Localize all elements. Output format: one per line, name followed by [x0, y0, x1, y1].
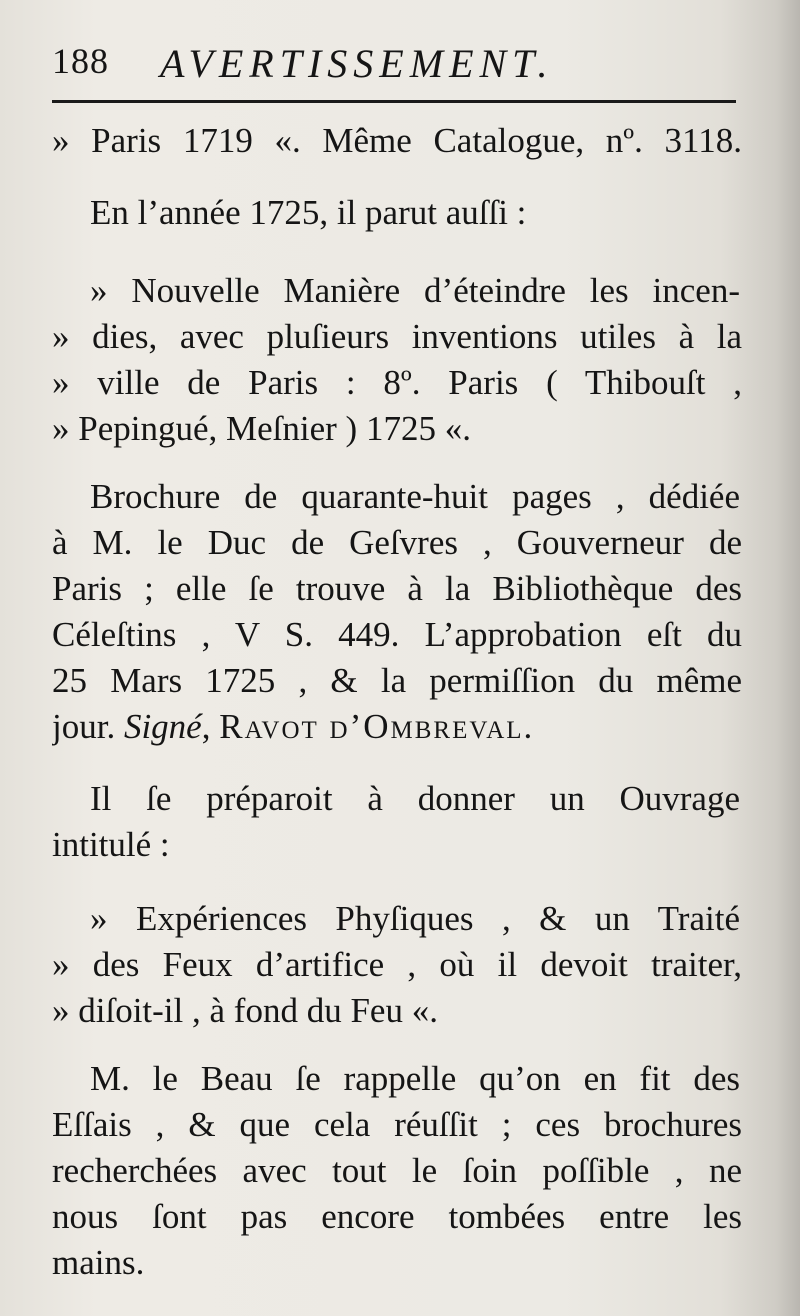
text-line-signature — [52, 704, 742, 750]
text-line: » Expériences Phyſiques , & un Traité — [90, 899, 740, 938]
signe-label: Signé — [123, 707, 202, 746]
text-line: mains. — [52, 1243, 145, 1282]
text-line: Il ſe préparoit à donner un Ouvrage — [90, 779, 740, 818]
text-line: 25 Mars 1725 , & la permiſſion du même — [52, 661, 742, 700]
text-fragment: , — [201, 707, 220, 746]
text-line: recherchées avec tout le ſoin poſſible , ne — [52, 1151, 742, 1190]
text-line: à M. le Duc de Geſvres , Gouverneur de — [52, 523, 742, 562]
text-line: Céleſtins , V S. 449. L’approbation eſt du — [52, 615, 742, 654]
text-line: M. le Beau ſe rappelle qu’on en fit des — [90, 1059, 740, 1098]
text-line: » Nouvelle Manière d’éteindre les incen- — [90, 271, 740, 310]
text-line: Brochure de quarante-huit pages , dédiée — [90, 477, 740, 516]
header-rule — [52, 100, 736, 103]
text-line: Paris ; elle ſe trouve à la Bibliothèque des — [52, 569, 742, 608]
text-fragment: jour. — [52, 707, 116, 746]
text-line: Eſſais , & que cela réuſſit ; ces brochures — [52, 1105, 742, 1144]
text-line: » ville de Paris : 8º. Paris ( Thibouſt , — [52, 363, 742, 402]
page-number: 188 — [52, 41, 109, 81]
text-line: En l’année 1725, il parut auſſi : — [90, 193, 527, 232]
text-line: » diſoit-il , à fond du Feu «. — [52, 991, 438, 1030]
text-line: » Paris 1719 «. Même Catalogue, nº. 3118. — [52, 121, 742, 160]
text-line: » dies, avec pluſieurs inventions utiles à la — [52, 317, 742, 356]
text-line: nous ſont pas encore tombées entre les — [52, 1197, 742, 1236]
text-line: intitulé : — [52, 825, 170, 864]
text-line: » des Feux d’artifice , où il devoit traiter, — [52, 945, 742, 984]
running-title: AVERTISSEMENT. — [160, 41, 554, 86]
signatory-name: Ravot d’Ombreval. — [219, 707, 535, 746]
page-header — [52, 40, 742, 90]
text-line: » Pepingué, Meſnier ) 1725 «. — [52, 409, 471, 448]
